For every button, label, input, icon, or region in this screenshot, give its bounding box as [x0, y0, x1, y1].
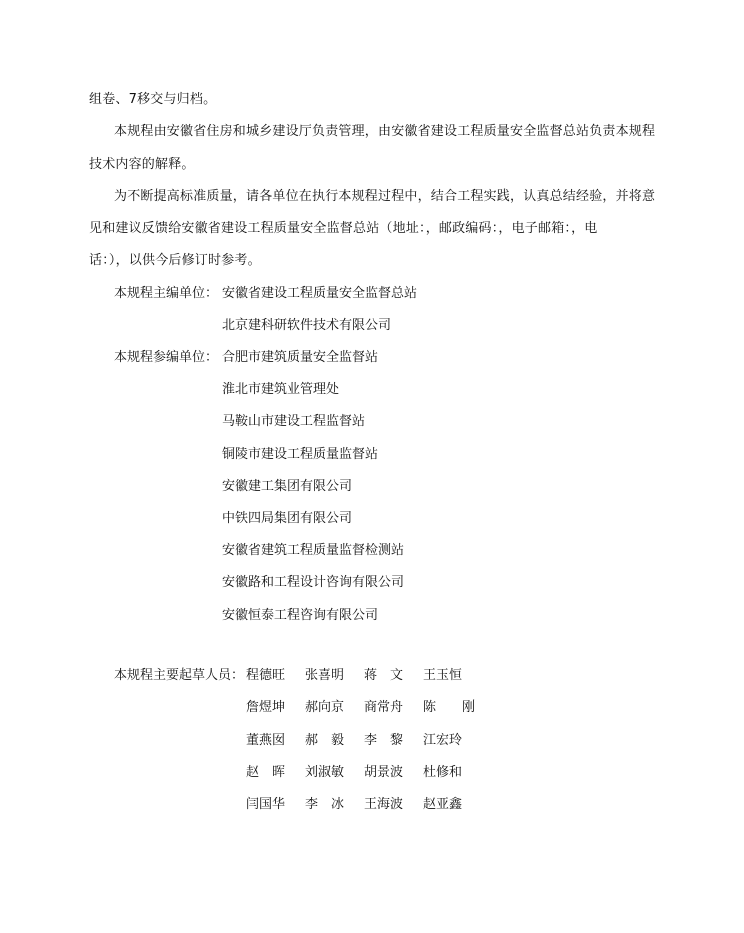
drafter-name: 郝 毅: [305, 733, 345, 748]
drafter-name: 赵 晖: [246, 765, 286, 780]
participating-unit: 安徽路和工程设计咨询有限公司: [222, 575, 405, 590]
participating-unit: 马鞍山市建设工程监督站: [222, 414, 366, 429]
drafter-name: 赵亚鑫: [423, 797, 463, 812]
drafter-name: 蒋 文: [364, 668, 404, 683]
participating-label: 本规程参编单位：: [114, 350, 219, 365]
paragraph-1-line-1: 本规程由安徽省住房和城乡建设厅负责管理，由安徽省建设工程质量安全监督总站负责本规程: [114, 124, 656, 139]
participating-unit: 合肥市建筑质量安全监督站: [222, 350, 379, 365]
drafter-name: 杜修和: [423, 765, 463, 780]
drafter-name: 陈 刚: [423, 700, 476, 715]
chief-editor-unit: 北京建科研软件技术有限公司: [222, 318, 392, 333]
drafter-name: 刘淑敏: [305, 765, 345, 780]
paragraph-0: 组卷、7移交与归档。: [89, 92, 217, 107]
drafter-name: 闫国华: [246, 797, 286, 812]
drafter-name: 詹煜坤: [246, 700, 286, 715]
paragraph-2-line-2: 见和建议反馈给安徽省建设工程质量安全监督总站（地址：，邮政编码：，电子邮箱：，电: [89, 221, 598, 236]
chief-editor-unit: 安徽省建设工程质量安全监督总站: [222, 286, 418, 301]
drafter-name: 王海波: [364, 797, 404, 812]
paragraph-1-line-2: 技术内容的解释。: [89, 157, 195, 172]
participating-unit: 安徽建工集团有限公司: [222, 479, 353, 494]
paragraph-2-line-1: 为不断提高标准质量，请各单位在执行本规程过程中，结合工程实践，认真总结经验，并将意: [114, 189, 656, 204]
drafter-name: 王玉恒: [423, 668, 463, 683]
drafter-name: 郝向京: [305, 700, 345, 715]
participating-unit: 中铁四局集团有限公司: [222, 511, 353, 526]
chief-editor-label: 本规程主编单位：: [114, 286, 219, 301]
drafter-name: 商常舟: [364, 700, 404, 715]
participating-unit: 安徽省建筑工程质量监督检测站: [222, 543, 405, 558]
drafters-label: 本规程主要起草人员：: [114, 668, 245, 683]
participating-unit: 安徽恒泰工程咨询有限公司: [222, 608, 379, 623]
drafter-name: 程德旺: [246, 668, 286, 683]
paragraph-2-line-3: 话：），以供今后修订时参考。: [89, 253, 261, 268]
drafter-name: 胡景波: [364, 765, 404, 780]
drafter-name: 江宏玲: [423, 733, 463, 748]
drafter-name: 董燕囡: [246, 733, 286, 748]
drafter-name: 张喜明: [305, 668, 345, 683]
drafter-name: 李 黎: [364, 733, 404, 748]
drafter-name: 李 冰: [305, 797, 345, 812]
participating-unit: 铜陵市建设工程质量监督站: [222, 447, 379, 462]
participating-unit: 淮北市建筑业管理处: [222, 382, 340, 397]
